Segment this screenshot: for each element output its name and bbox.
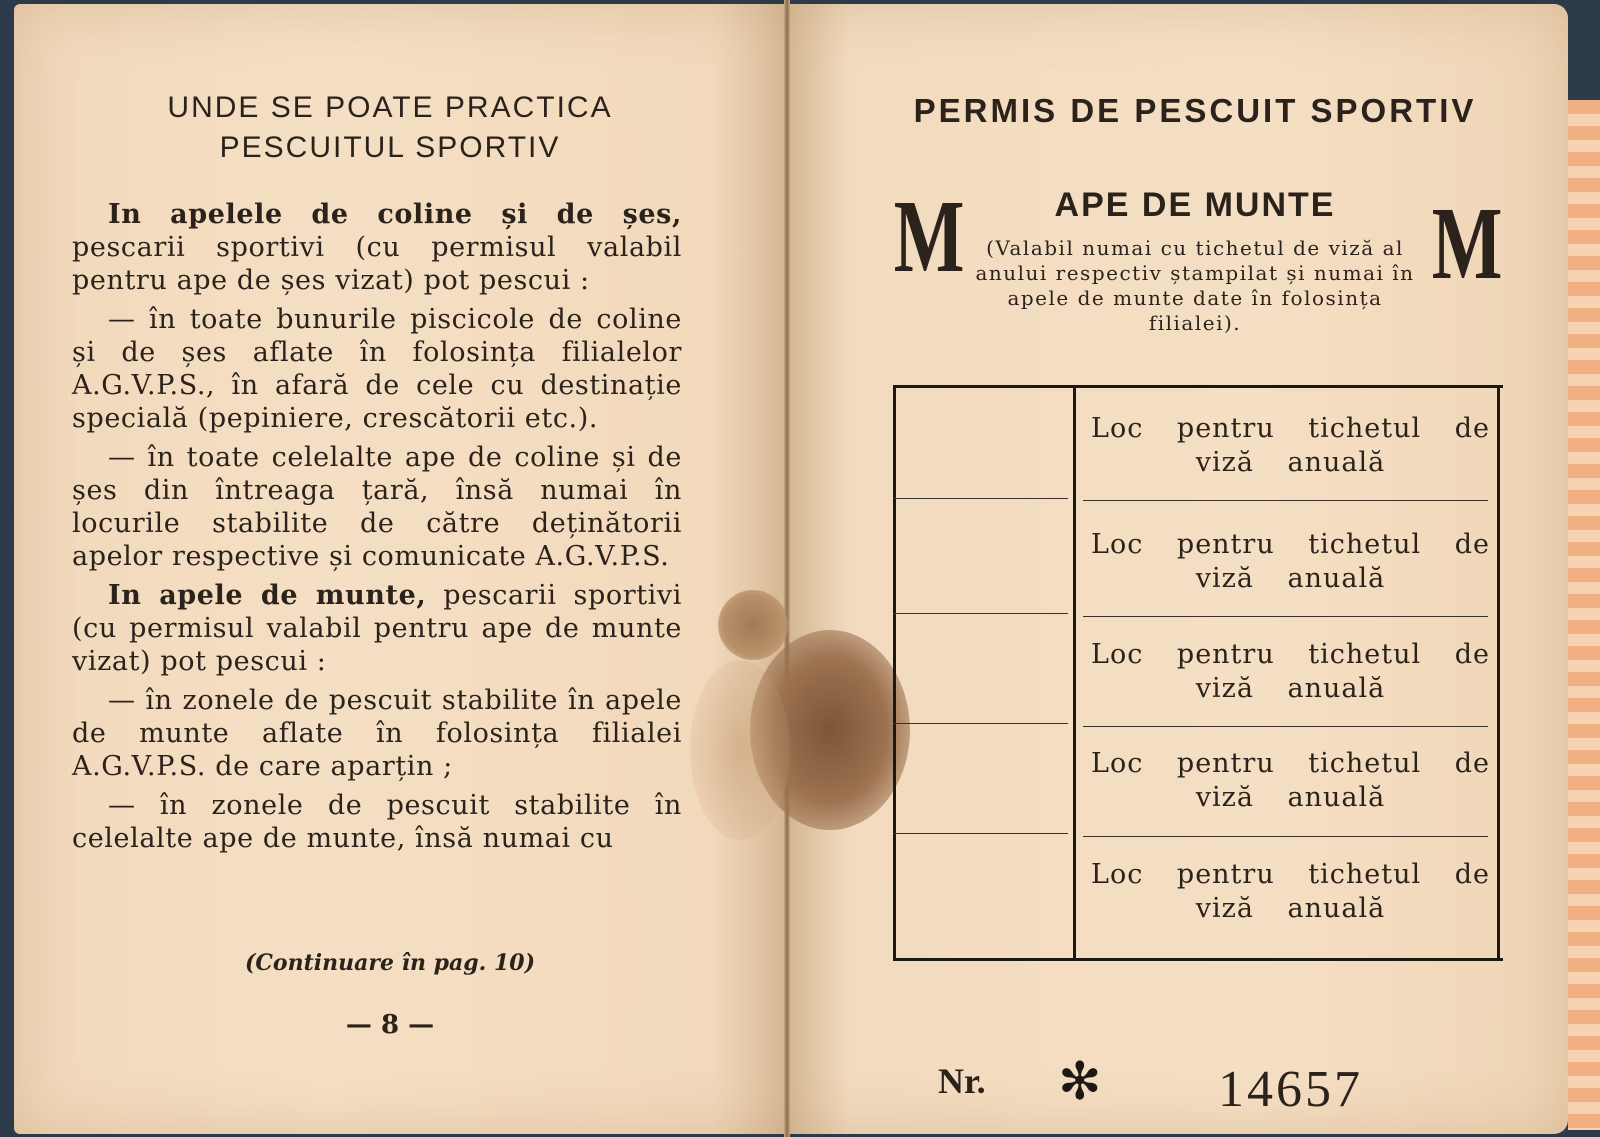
visa-slot-line2: viză anuală <box>1195 447 1386 478</box>
mountain-heading: In apele de munte, <box>108 580 427 611</box>
visa-slot <box>1088 733 1493 843</box>
validity-note: (Valabil numai cu tichetul de viză al anului respectiv ștampilat și numai în apele de munte date în folosința filialei). <box>975 236 1415 335</box>
visa-slot-label <box>1088 858 1493 926</box>
paragraph-hill-plain <box>72 198 682 297</box>
left-body <box>72 198 682 861</box>
visa-slot-line2: viză anuală <box>1195 673 1386 704</box>
stain-mark <box>690 660 790 840</box>
stain-mark <box>718 590 788 660</box>
number-label: Nr. <box>938 1061 986 1101</box>
page-number: — 8 — <box>345 1010 435 1040</box>
left-title <box>60 88 720 168</box>
row-divider <box>893 613 1068 614</box>
paragraph-item: — în zonele de pescuit stabilite în apele de munte aflate în folosința filialei A.G.V.P.S. de care aparțin ; <box>72 685 682 782</box>
permit-title: PERMIS DE PESCUIT SPORTIV <box>913 92 1477 129</box>
left-title-line1: UNDE SE POATE PRACTICA <box>167 91 613 124</box>
visa-slot-line2: viză anuală <box>1195 782 1386 813</box>
visa-slot <box>1088 624 1493 734</box>
table-border-right <box>1497 388 1500 958</box>
visa-slot-line2: viză anuală <box>1195 893 1386 924</box>
visa-slot-line1: Loc pentru tichetul de <box>1091 413 1490 444</box>
visa-slot <box>1088 514 1493 624</box>
hill-plain-heading: In apelele de coline și de șes, <box>108 199 682 230</box>
row-divider <box>893 833 1068 834</box>
visa-slot-label <box>1088 747 1493 815</box>
visa-slot-line1: Loc pentru tichetul de <box>1091 859 1490 890</box>
left-title-line2: PESCUITUL SPORTIV <box>219 131 561 164</box>
visa-table <box>893 385 1503 961</box>
visa-slot <box>1088 844 1493 954</box>
paragraph-item: — în toate celelalte ape de coline și de șes din întreaga țară, însă numai în locurile stabilite de către deținătorii apelor respective și comunicate A.G.V.P.S. <box>72 442 682 572</box>
table-divider <box>1073 388 1076 958</box>
asterisk-stamp-icon: ✻ <box>1058 1052 1102 1112</box>
row-divider <box>893 498 1068 499</box>
visa-slot-label <box>1088 528 1493 596</box>
visa-slot-line1: Loc pentru tichetul de <box>1091 748 1490 779</box>
row-divider <box>893 723 1068 724</box>
category-letter-left: M <box>893 179 965 294</box>
visa-slot-line2: viză anuală <box>1195 563 1386 594</box>
visa-slot-line1: Loc pentru tichetul de <box>1091 639 1490 670</box>
water-category-title: APE DE MUNTE <box>1054 186 1336 224</box>
visa-slot-line1: Loc pentru tichetul de <box>1091 529 1490 560</box>
mountain-text: pescarii sportivi (cu permisul valabil pentru ape de munte vizat) pot pescui : <box>72 580 683 677</box>
page-edge-strip <box>1568 100 1600 1130</box>
category-letter-right: M <box>1431 186 1503 301</box>
hill-plain-text: pescarii sportivi (cu permisul valabil pentru ape de șes vizat) pot pescui : <box>72 232 682 296</box>
paragraph-mountain <box>72 579 682 678</box>
visa-slot-label <box>1088 412 1493 480</box>
visa-slot-label <box>1088 638 1493 706</box>
continuation-note: (Continuare în pag. 10) <box>245 950 535 976</box>
visa-slot <box>1088 398 1493 508</box>
paragraph-item: — în toate bunurile piscicole de coline și de șes aflate în folosința filialelor A.G.V.P.S., în afară de cele cu destinație specială (pepiniere, crescătorii etc.). <box>72 304 682 434</box>
permit-number: 14657 <box>1218 1061 1363 1118</box>
table-border-left <box>893 388 896 958</box>
paragraph-item: — în zonele de pescuit stabilite în celelalte ape de munte, însă numai cu <box>72 790 682 854</box>
book-gutter <box>784 0 790 1137</box>
